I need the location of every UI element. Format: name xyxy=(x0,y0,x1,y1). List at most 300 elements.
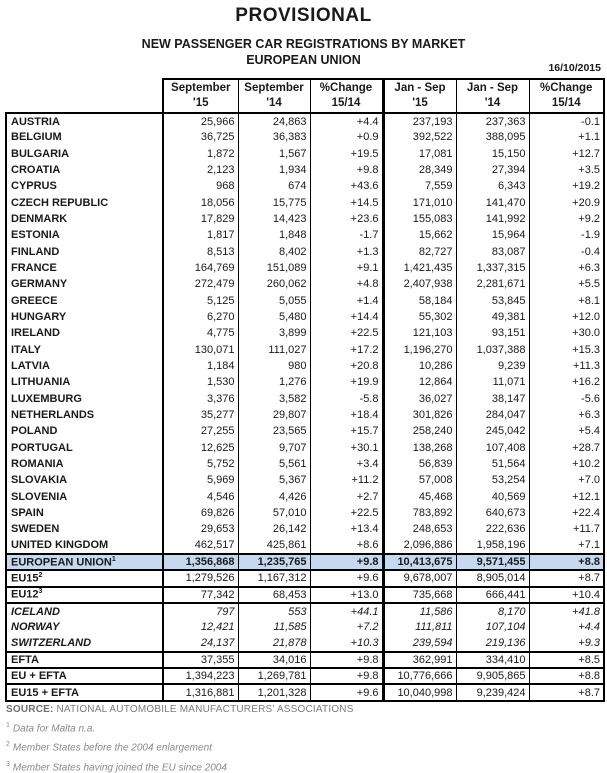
value-cell: +4.4 xyxy=(310,113,383,129)
value-cell: 9,707 xyxy=(238,440,310,456)
value-cell: 151,089 xyxy=(238,260,310,276)
value-cell: 4,546 xyxy=(163,489,238,505)
row-label-text: ROMANIA xyxy=(11,458,64,471)
row-label xyxy=(6,195,163,211)
value-cell: 12,864 xyxy=(383,374,456,390)
value-cell: 1,316,881 xyxy=(163,684,238,700)
value-cell: +41.8 xyxy=(529,603,604,619)
value-cell: 2,281,671 xyxy=(456,276,529,292)
row-label xyxy=(6,668,163,684)
value-cell: 14,423 xyxy=(238,211,310,227)
source-text: NATIONAL AUTOMOBILE MANUFACTURERS' ASSOCIATIONS xyxy=(53,704,354,715)
row-label-text: GREECE xyxy=(11,294,58,307)
value-cell: 1,958,196 xyxy=(456,538,529,554)
table-row xyxy=(6,113,604,129)
value-cell: +20.9 xyxy=(529,195,604,211)
row-label xyxy=(6,684,163,700)
value-cell: +16.2 xyxy=(529,374,604,390)
value-cell: +8.7 xyxy=(529,684,604,700)
value-cell: +8.8 xyxy=(529,554,604,570)
value-cell: 57,010 xyxy=(238,505,310,521)
value-cell: +19.9 xyxy=(310,374,383,390)
table-row xyxy=(6,489,604,505)
row-label xyxy=(6,472,163,488)
value-cell: 1,276 xyxy=(238,374,310,390)
value-cell: 17,081 xyxy=(383,146,456,162)
value-cell: 8,513 xyxy=(163,244,238,260)
table-row xyxy=(6,358,604,374)
value-cell: 272,479 xyxy=(163,276,238,292)
row-label-text: LUXEMBURG xyxy=(11,392,82,405)
row-label-superscript: 1 xyxy=(111,555,116,563)
value-cell: +5.4 xyxy=(529,423,604,439)
value-cell: 141,992 xyxy=(456,211,529,227)
value-cell: +3.5 xyxy=(529,162,604,178)
column-header-line2: '15 xyxy=(412,97,428,109)
value-cell: +9.2 xyxy=(529,211,604,227)
value-cell: 3,899 xyxy=(238,325,310,341)
value-cell: 11,585 xyxy=(238,619,310,635)
row-label xyxy=(6,178,163,194)
registrations-table xyxy=(5,78,605,702)
value-cell: 138,268 xyxy=(383,440,456,456)
value-cell: 155,083 xyxy=(383,211,456,227)
footnote-3 xyxy=(6,761,601,773)
value-cell: +9.8 xyxy=(310,652,383,668)
row-label xyxy=(6,129,163,145)
table-row xyxy=(6,276,604,292)
value-cell: 49,381 xyxy=(456,309,529,325)
row-label-text: UNITED KINGDOM xyxy=(11,539,109,552)
table-row xyxy=(6,603,604,619)
row-label-text: HUNGARY xyxy=(11,311,67,324)
value-cell: 1,356,868 xyxy=(163,554,238,570)
row-label xyxy=(6,440,163,456)
row-label-superscript: 2 xyxy=(38,572,43,580)
row-label-text: LATVIA xyxy=(11,360,50,373)
value-cell: 5,125 xyxy=(163,293,238,309)
value-cell: 980 xyxy=(238,358,310,374)
value-cell: +19.5 xyxy=(310,146,383,162)
row-label xyxy=(6,358,163,374)
value-cell: 666,441 xyxy=(456,587,529,603)
value-cell: 15,964 xyxy=(456,227,529,243)
value-cell: 1,421,435 xyxy=(383,260,456,276)
value-cell: 1,394,223 xyxy=(163,668,238,684)
table-row xyxy=(6,668,604,684)
value-cell: 107,408 xyxy=(456,440,529,456)
value-cell: 222,636 xyxy=(456,521,529,537)
row-label xyxy=(6,652,163,668)
value-cell: 24,137 xyxy=(163,636,238,652)
value-cell: +9.6 xyxy=(310,684,383,700)
page-title: PROVISIONAL xyxy=(235,5,372,26)
value-cell: 5,969 xyxy=(163,472,238,488)
value-cell: +6.3 xyxy=(529,407,604,423)
row-label-text: NORWAY xyxy=(11,621,60,634)
footnote-marker: 3 xyxy=(6,760,10,768)
value-cell: +8.6 xyxy=(310,538,383,554)
value-cell: 15,662 xyxy=(383,227,456,243)
row-label-text: PORTUGAL xyxy=(11,441,73,454)
value-cell: 1,848 xyxy=(238,227,310,243)
value-cell: 29,653 xyxy=(163,521,238,537)
row-label-text: GERMANY xyxy=(11,278,68,291)
value-cell: 1,279,526 xyxy=(163,570,238,586)
row-label xyxy=(6,587,163,603)
value-cell: 5,367 xyxy=(238,472,310,488)
row-label xyxy=(6,260,163,276)
source-line xyxy=(6,704,601,715)
table-row xyxy=(6,342,604,358)
value-cell: +4.8 xyxy=(310,276,383,292)
value-cell: +30.0 xyxy=(529,325,604,341)
value-cell: +17.2 xyxy=(310,342,383,358)
value-cell: 735,668 xyxy=(383,587,456,603)
value-cell: 77,342 xyxy=(163,587,238,603)
value-cell: +10.2 xyxy=(529,456,604,472)
value-cell: 34,016 xyxy=(238,652,310,668)
value-cell: +9.8 xyxy=(310,162,383,178)
value-cell: +23.6 xyxy=(310,211,383,227)
value-cell: +44.1 xyxy=(310,603,383,619)
value-cell: 1,337,315 xyxy=(456,260,529,276)
value-cell: 93,151 xyxy=(456,325,529,341)
value-cell: 10,776,666 xyxy=(383,668,456,684)
report-subtitle-line2: EUROPEAN UNION xyxy=(246,53,361,67)
row-label xyxy=(6,554,163,570)
value-cell: 1,235,765 xyxy=(238,554,310,570)
table-row xyxy=(6,244,604,260)
value-cell: 260,062 xyxy=(238,276,310,292)
value-cell: +6.3 xyxy=(529,260,604,276)
row-label-text: BELGIUM xyxy=(11,131,62,144)
row-label xyxy=(6,391,163,407)
value-cell: 17,829 xyxy=(163,211,238,227)
value-cell: +15.7 xyxy=(310,423,383,439)
table-row xyxy=(6,178,604,194)
value-cell: 40,569 xyxy=(456,489,529,505)
value-cell: 1,196,270 xyxy=(383,342,456,358)
value-cell: 37,355 xyxy=(163,652,238,668)
value-cell: +14.5 xyxy=(310,195,383,211)
value-cell: 53,845 xyxy=(456,293,529,309)
table-row xyxy=(6,440,604,456)
value-cell: +3.4 xyxy=(310,456,383,472)
value-cell: 27,394 xyxy=(456,162,529,178)
value-cell: 8,905,014 xyxy=(456,570,529,586)
value-cell: 1,184 xyxy=(163,358,238,374)
row-label-text: EU + EFTA xyxy=(11,670,67,683)
row-label-text: SWEDEN xyxy=(11,523,60,536)
value-cell: +28.7 xyxy=(529,440,604,456)
value-cell: 10,286 xyxy=(383,358,456,374)
row-label-text: FINLAND xyxy=(11,245,60,258)
table-body xyxy=(6,113,604,701)
row-label-text: CYPRUS xyxy=(11,180,57,193)
value-cell: +4.4 xyxy=(529,619,604,635)
value-cell: 8,170 xyxy=(456,603,529,619)
table-row xyxy=(6,325,604,341)
table-row xyxy=(6,472,604,488)
value-cell: 27,255 xyxy=(163,423,238,439)
value-cell: +43.6 xyxy=(310,178,383,194)
value-cell: 4,426 xyxy=(238,489,310,505)
value-cell: 57,008 xyxy=(383,472,456,488)
value-cell: +8.5 xyxy=(529,652,604,668)
value-cell: 111,027 xyxy=(238,342,310,358)
value-cell: 1,817 xyxy=(163,227,238,243)
value-cell: 362,991 xyxy=(383,652,456,668)
value-cell: 5,480 xyxy=(238,309,310,325)
value-cell: 301,826 xyxy=(383,407,456,423)
footnote-marker: 1 xyxy=(6,722,10,729)
value-cell: 674 xyxy=(238,178,310,194)
row-label-text: EFTA xyxy=(11,653,39,666)
row-label-superscript: 3 xyxy=(38,588,43,596)
value-cell: 248,653 xyxy=(383,521,456,537)
value-cell: +12.1 xyxy=(529,489,604,505)
value-cell: 38,147 xyxy=(456,391,529,407)
table-row xyxy=(6,619,604,635)
table-row xyxy=(6,652,604,668)
value-cell: 107,104 xyxy=(456,619,529,635)
row-label-text: DENMARK xyxy=(11,213,68,226)
value-cell: +9.8 xyxy=(310,554,383,570)
row-label xyxy=(6,489,163,505)
value-cell: 1,872 xyxy=(163,146,238,162)
value-cell: 68,453 xyxy=(238,587,310,603)
value-cell: 334,410 xyxy=(456,652,529,668)
value-cell: 15,150 xyxy=(456,146,529,162)
value-cell: 1,934 xyxy=(238,162,310,178)
column-header-line1: Jan - Sep xyxy=(466,82,519,95)
value-cell: 55,302 xyxy=(383,309,456,325)
row-label-text: BULGARIA xyxy=(11,147,70,160)
column-header-line1: %Change xyxy=(540,82,593,95)
table-row xyxy=(6,407,604,423)
value-cell: +0.9 xyxy=(310,129,383,145)
value-cell: 2,407,938 xyxy=(383,276,456,292)
row-label-text: EU12 xyxy=(11,589,39,601)
table-row xyxy=(6,684,604,700)
row-label xyxy=(6,325,163,341)
row-label xyxy=(6,374,163,390)
value-cell: 392,522 xyxy=(383,129,456,145)
value-cell: +30.1 xyxy=(310,440,383,456)
value-cell: 111,811 xyxy=(383,619,456,635)
value-cell: 121,103 xyxy=(383,325,456,341)
row-label xyxy=(6,113,163,129)
value-cell: 23,565 xyxy=(238,423,310,439)
row-label-text: ESTONIA xyxy=(11,229,60,242)
value-cell: -1.9 xyxy=(529,227,604,243)
value-cell: +2.7 xyxy=(310,489,383,505)
row-label xyxy=(6,456,163,472)
row-label-text: CROATIA xyxy=(11,164,61,177)
value-cell: 11,586 xyxy=(383,603,456,619)
value-cell: 425,861 xyxy=(238,538,310,554)
value-cell: +10.3 xyxy=(310,636,383,652)
row-label-text: ICELAND xyxy=(11,605,60,618)
column-header-jansep-14 xyxy=(456,79,529,113)
report-date: 16/10/2015 xyxy=(548,62,601,74)
footnote-text: Member States having joined the EU since 2004 xyxy=(12,761,227,773)
value-cell: 6,343 xyxy=(456,178,529,194)
value-cell: 9,239 xyxy=(456,358,529,374)
row-label-text: POLAND xyxy=(11,425,58,438)
value-cell: 462,517 xyxy=(163,538,238,554)
value-cell: 35,277 xyxy=(163,407,238,423)
value-cell: +13.0 xyxy=(310,587,383,603)
row-label-text: EUROPEAN UNION xyxy=(11,556,112,569)
value-cell: 10,040,998 xyxy=(383,684,456,700)
table-row xyxy=(6,636,604,652)
value-cell: +1.3 xyxy=(310,244,383,260)
value-cell: 3,582 xyxy=(238,391,310,407)
value-cell: +9.1 xyxy=(310,260,383,276)
value-cell: 1,201,328 xyxy=(238,684,310,700)
value-cell: 7,559 xyxy=(383,178,456,194)
value-cell: 1,530 xyxy=(163,374,238,390)
value-cell: 56,839 xyxy=(383,456,456,472)
row-label-text: IRELAND xyxy=(11,327,60,340)
table-row xyxy=(6,570,604,586)
column-header-line1: September xyxy=(171,82,231,95)
table-header-row xyxy=(6,79,604,113)
value-cell: +18.4 xyxy=(310,407,383,423)
value-cell: 141,470 xyxy=(456,195,529,211)
row-label xyxy=(6,423,163,439)
value-cell: +22.5 xyxy=(310,505,383,521)
table-row xyxy=(6,423,604,439)
row-label-text: ITALY xyxy=(11,343,41,356)
column-header-line2: 15/14 xyxy=(331,97,361,109)
value-cell: 45,468 xyxy=(383,489,456,505)
value-cell: -5.6 xyxy=(529,391,604,407)
value-cell: +11.7 xyxy=(529,521,604,537)
value-cell: -0.1 xyxy=(529,113,604,129)
row-label xyxy=(6,244,163,260)
value-cell: 25,966 xyxy=(163,113,238,129)
value-cell: 8,402 xyxy=(238,244,310,260)
column-header-jansep-15 xyxy=(383,79,456,113)
value-cell: 5,752 xyxy=(163,456,238,472)
table-row xyxy=(6,391,604,407)
column-header-pct-change-jansep xyxy=(529,79,604,113)
value-cell: +13.4 xyxy=(310,521,383,537)
row-label xyxy=(6,570,163,586)
report-footer xyxy=(6,704,601,773)
source-label: SOURCE: xyxy=(6,704,54,715)
value-cell: 2,096,886 xyxy=(383,538,456,554)
table-row xyxy=(6,129,604,145)
value-cell: 12,421 xyxy=(163,619,238,635)
value-cell: +22.4 xyxy=(529,505,604,521)
value-cell: +12.7 xyxy=(529,146,604,162)
value-cell: 783,892 xyxy=(383,505,456,521)
value-cell: 130,071 xyxy=(163,342,238,358)
row-label-text: EU15 xyxy=(11,572,39,585)
value-cell: 164,769 xyxy=(163,260,238,276)
footnote-marker: 2 xyxy=(6,741,10,749)
table-row xyxy=(6,374,604,390)
table-row xyxy=(6,211,604,227)
value-cell: +22.5 xyxy=(310,325,383,341)
value-cell: 9,905,865 xyxy=(456,668,529,684)
table-row xyxy=(6,538,604,554)
table-row xyxy=(6,521,604,537)
row-label-text: EU15 + EFTA xyxy=(11,686,79,699)
value-cell: 12,625 xyxy=(163,440,238,456)
value-cell: 69,826 xyxy=(163,505,238,521)
row-label-text: SPAIN xyxy=(11,507,44,520)
value-cell: +12.0 xyxy=(529,309,604,325)
row-label-text: AUSTRIA xyxy=(11,115,60,128)
value-cell: 9,239,424 xyxy=(456,684,529,700)
row-label xyxy=(6,162,163,178)
value-cell: 237,193 xyxy=(383,113,456,129)
footnote-text: Data for Malta n.a. xyxy=(12,723,96,735)
value-cell: +14.4 xyxy=(310,309,383,325)
row-label xyxy=(6,211,163,227)
value-cell: +7.1 xyxy=(529,538,604,554)
value-cell: +9.8 xyxy=(310,668,383,684)
footnote-2 xyxy=(6,741,601,753)
report-subtitle-line1: NEW PASSENGER CAR REGISTRATIONS BY MARKET xyxy=(141,37,466,51)
row-label xyxy=(6,146,163,162)
value-cell: 82,727 xyxy=(383,244,456,260)
row-label xyxy=(6,342,163,358)
value-cell: 388,095 xyxy=(456,129,529,145)
value-cell: +11.2 xyxy=(310,472,383,488)
table-row xyxy=(6,260,604,276)
value-cell: 11,071 xyxy=(456,374,529,390)
value-cell: 640,673 xyxy=(456,505,529,521)
column-header-line1: %Change xyxy=(319,82,373,95)
value-cell: -5.8 xyxy=(310,391,383,407)
value-cell: 258,240 xyxy=(383,423,456,439)
column-header-line1: September xyxy=(244,82,304,95)
row-label xyxy=(6,407,163,423)
value-cell: 15,775 xyxy=(238,195,310,211)
value-cell: 171,010 xyxy=(383,195,456,211)
row-label xyxy=(6,603,163,619)
value-cell: 219,136 xyxy=(456,636,529,652)
value-cell: 36,383 xyxy=(238,129,310,145)
value-cell: 2,123 xyxy=(163,162,238,178)
value-cell: -0.4 xyxy=(529,244,604,260)
column-header-line2: '14 xyxy=(266,97,282,109)
row-label xyxy=(6,619,163,635)
value-cell: 28,349 xyxy=(383,162,456,178)
value-cell: +5.5 xyxy=(529,276,604,292)
value-cell: 4,775 xyxy=(163,325,238,341)
value-cell: 1,037,388 xyxy=(456,342,529,358)
value-cell: 36,725 xyxy=(163,129,238,145)
value-cell: 36,027 xyxy=(383,391,456,407)
value-cell: +8.1 xyxy=(529,293,604,309)
column-header-line2: '14 xyxy=(484,97,501,109)
table-row xyxy=(6,162,604,178)
value-cell: 21,878 xyxy=(238,636,310,652)
footnote-1 xyxy=(6,722,601,734)
row-label xyxy=(6,636,163,652)
value-cell: 26,142 xyxy=(238,521,310,537)
table-row xyxy=(6,587,604,603)
value-cell: 1,567 xyxy=(238,146,310,162)
value-cell: 797 xyxy=(163,603,238,619)
